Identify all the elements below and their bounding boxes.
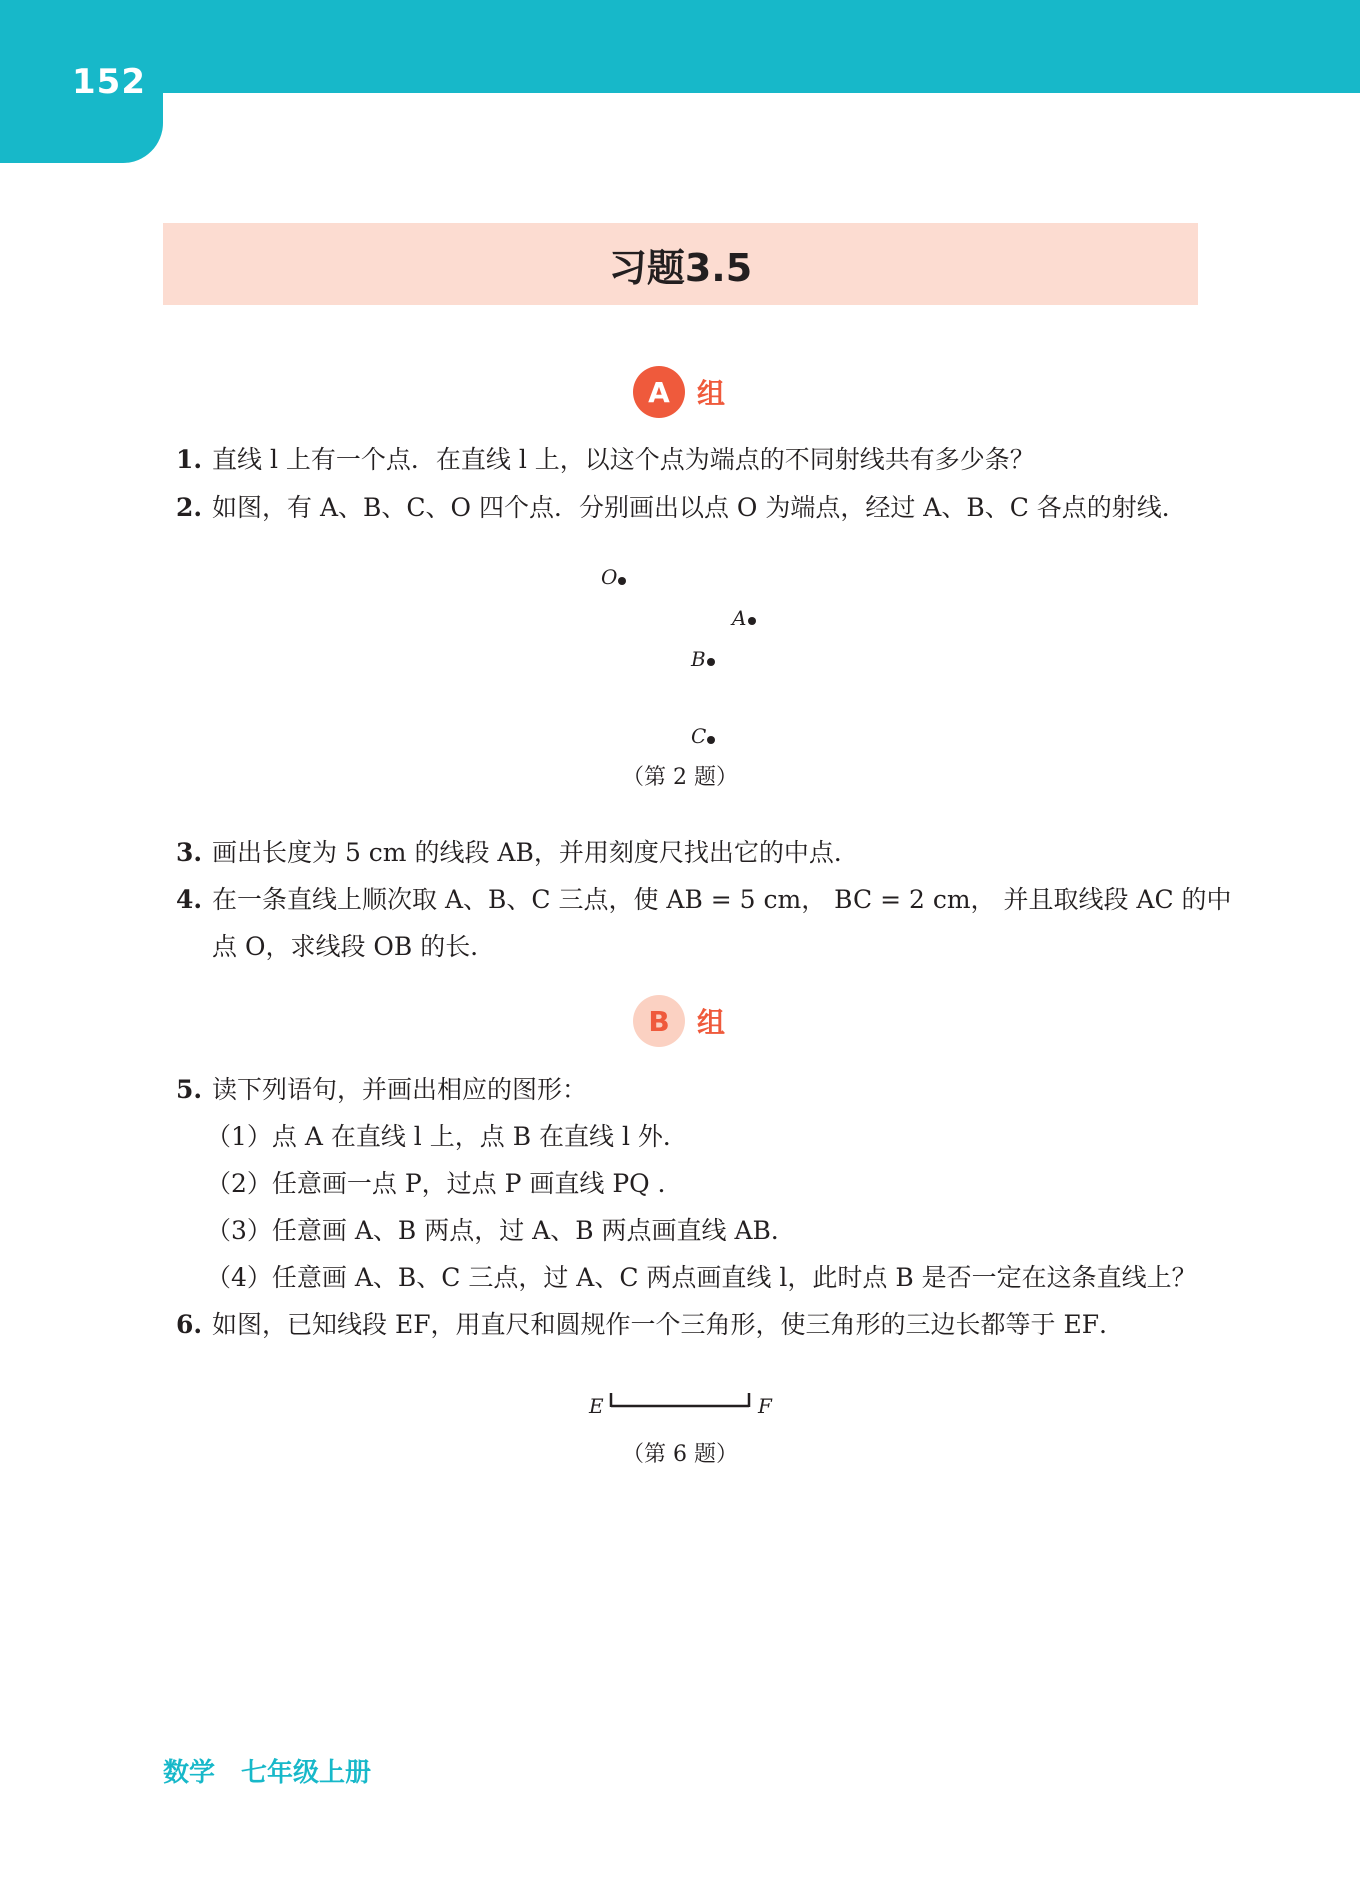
question-5-text: 读下列语句，并画出相应的图形：: [212, 1075, 588, 1104]
question-5: [176, 1073, 587, 1107]
question-6: [176, 1308, 1124, 1342]
question-4: [176, 883, 1232, 917]
group-a-badge: A: [633, 366, 685, 418]
point-f-label: F: [758, 1394, 772, 1418]
question-4-continued: [212, 930, 495, 964]
group-b-heading: [633, 995, 725, 1047]
question-4-number: 4.: [176, 885, 203, 914]
group-a-heading: [633, 366, 725, 418]
point-a-label: A: [732, 606, 747, 630]
group-b-label: 组: [697, 1006, 726, 1039]
footer-subject: 数学: [163, 1758, 216, 1788]
question-5-number: 5.: [176, 1075, 203, 1104]
question-6-number: 6.: [176, 1310, 203, 1339]
question-5-part-1: （1）点 A 在直线 l 上，点 B 在直线 l 外．: [206, 1122, 688, 1151]
question-6-text: 如图，已知线段 EF，用直尺和圆规作一个三角形，使三角形的三边长都等于 EF．: [212, 1310, 1125, 1339]
segment-ef: [608, 1390, 752, 1412]
header-band: [0, 0, 1360, 93]
point-c-dot: [707, 736, 715, 744]
point-a-dot: [748, 617, 756, 625]
question-5-part-4: （4）任意画 A、B、C 三点，过 A、C 两点画直线 l，此时点 B 是否一定在这条直线上？: [206, 1263, 1197, 1292]
question-2: [176, 491, 1187, 525]
figure-2-caption: （第 2 题）: [622, 765, 738, 790]
exercise-title-banner: [163, 223, 1198, 305]
point-b-dot: [707, 658, 715, 666]
question-3-number: 3.: [176, 838, 203, 867]
point-e-label: E: [589, 1394, 604, 1418]
question-2-number: 2.: [176, 493, 203, 522]
page-number: 152: [72, 62, 146, 102]
group-b-badge: B: [633, 995, 685, 1047]
figure-6-caption: （第 6 题）: [622, 1442, 738, 1467]
question-4-text-line2: 点 O，求线段 OB 的长．: [212, 932, 496, 961]
question-5-part-2: （2）任意画一点 P，过点 P 画直线 PQ ．: [206, 1169, 683, 1198]
question-3: [176, 836, 859, 870]
group-a-label: 组: [697, 377, 726, 410]
question-1-text: 直线 l 上有一个点．在直线 l 上，以这个点为端点的不同射线共有多少条？: [212, 445, 1035, 474]
question-4-text-line1: 在一条直线上顺次取 A、B、C 三点，使 AB = 5 cm， BC = 2 cm， 并且取线段 AC 的中: [212, 885, 1232, 914]
point-b-label: B: [691, 647, 706, 671]
question-3-text: 画出长度为 5 cm 的线段 AB，并用刻度尺找出它的中点．: [212, 838, 859, 867]
footer: [163, 1752, 371, 1789]
exercise-title: 习题3.5: [608, 245, 753, 290]
footer-grade: 七年级上册: [241, 1758, 372, 1788]
question-1: [176, 443, 1035, 477]
question-1-number: 1.: [176, 445, 203, 474]
point-o-dot: [618, 577, 626, 585]
question-5-part-3: （3）任意画 A、B 两点，过 A、B 两点画直线 AB．: [206, 1216, 796, 1245]
point-o-label: O: [601, 565, 618, 589]
point-c-label: C: [691, 724, 707, 748]
question-2-text: 如图，有 A、B、C、O 四个点．分别画出以点 O 为端点，经过 A、B、C 各点的射线．: [212, 493, 1187, 522]
